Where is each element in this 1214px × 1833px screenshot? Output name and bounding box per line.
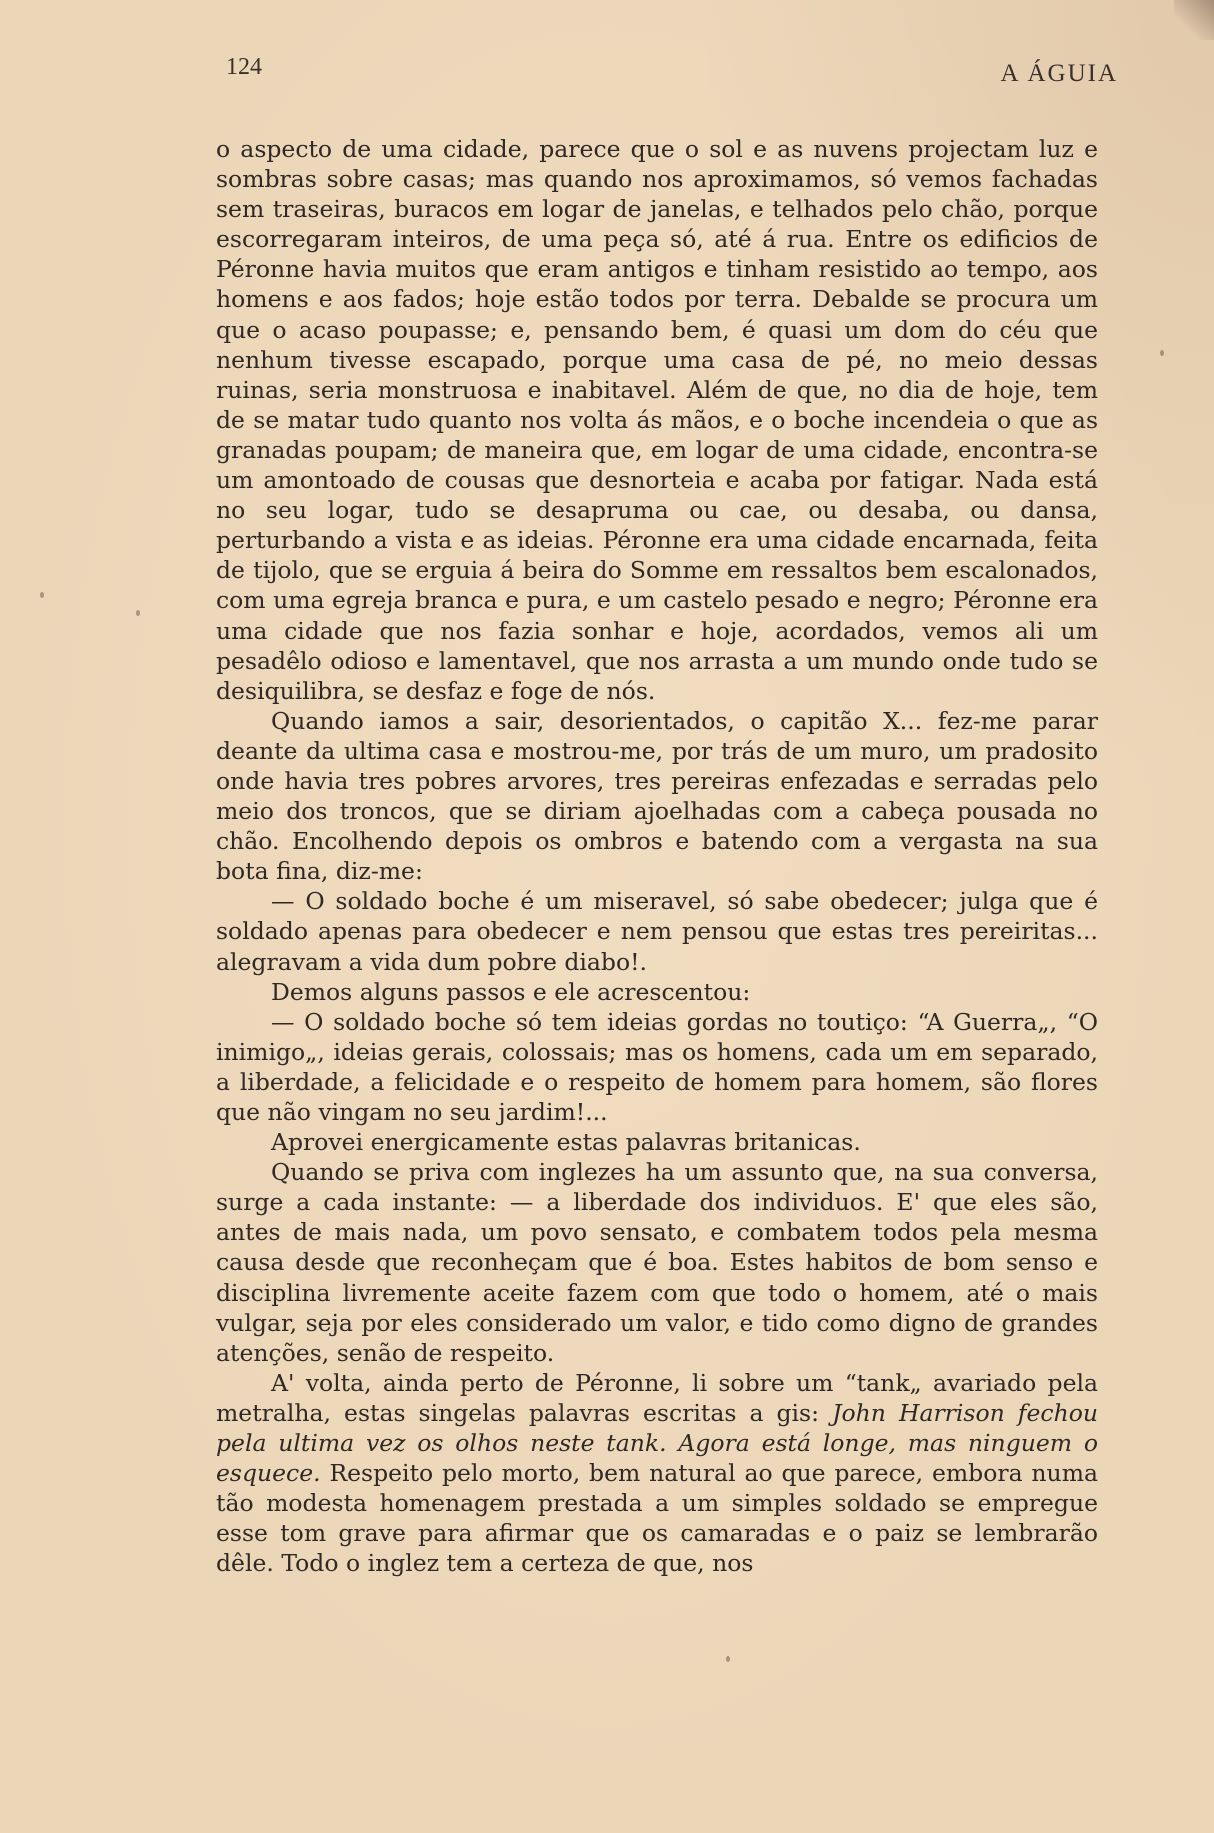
text-run: Aprovei energicamente estas palavras britanicas. <box>271 1128 861 1157</box>
italic-text: John Harrison fechou pela ultima vez os olhos neste tank. Agora está longe, mas ninguem o esquece. <box>216 1398 1098 1488</box>
text-run: o aspecto de uma cidade, parece que o sol e as nuvens projectam luz e sombras sobre casas; mas quando nos aproximamos, só vemos fachadas sem traseiras, buracos em logar de janelas, e telhados pelo chão, porque escorregaram inteiros, de uma peça só, até á rua. Entre os edificios de Péronne havia muitos que eram antigos e tinham resistido ao tempo, aos homens e aos fados; hoje estão todos por terra. Debalde se procura um que o acaso poupasse; e, pensando bem, é quasi um dom do céu que nenhum tivesse escapado, porque uma casa de pé, no meio dessas ruinas, seria monstruosa e inabitavel. Além de que, no dia de hoje, tem de se matar tudo quanto nos volta ás mãos, e o boche incendeia o que as granadas poupam; de maneira que, em logar de uma cidade, encontra-se um amontoado de cousas que desnorteia e acaba por fatigar. Nada está no seu logar, tudo se desapruma ou cae, ou desaba, ou dansa, perturbando a vista e as ideias. Péronne era uma cidade encarnada, feita de tijolo, que se erguia á beira do Somme em ressaltos bem escalonados, com uma egreja branca e pura, e um castelo pesado e negro; Péronne era uma cidade que nos fazia sonhar e hoje, acordados, vemos ali um pesadêlo odioso e lamentavel, que nos arrasta a um mundo onde tudo se desiquilibra, se desfaz e foge de nós. <box>216 135 1098 705</box>
paragraph <box>216 1127 1098 1157</box>
paragraph <box>216 134 1098 706</box>
text-run: Respeito pelo morto, bem natural ao que parece, embora numa tão modesta homenagem prestada a um simples soldado se empregue esse tom grave para afirmar que os camaradas e o paiz se lembrarão dêle. Todo o inglez tem a certeza de que, nos <box>216 1459 1098 1578</box>
text-run: Quando se priva com inglezes ha um assunto que, na sua conversa, surge a cada instante: — a liberdade dos individuos. E' que eles são, antes de mais nada, um povo sensato, e combatem todos pela mesma causa desde que reconheçam que é boa. Estes habitos de bom senso e disciplina livremente aceite fazem com que todo o homem, até o mais vulgar, seja por eles considerado um valor, e tido como digno de grandes atenções, senão de respeito. <box>216 1158 1098 1367</box>
text-run: — O soldado boche só tem ideias gordas no toutiço: “A Guerra„, “O inimigo„, ideias gerais, colossais; mas os homens, cada um em separado, a liberdade, a felicidade e o respeito de homem para homem, são flores que não vingam no seu jardim!... <box>216 1007 1098 1126</box>
paragraph <box>216 977 1098 1007</box>
paper-speck <box>40 592 44 598</box>
text-run: A' volta, ainda perto de Péronne, li sobre um “tank„ avariado pela metralha, estas singelas palavras escritas a gis: <box>216 1368 1098 1427</box>
page-number: 124 <box>226 54 262 80</box>
page-corner-stain <box>1174 0 1214 40</box>
body-text <box>216 134 1098 1579</box>
paragraph <box>216 706 1098 887</box>
paper-speck <box>136 610 140 616</box>
paragraph <box>216 886 1098 976</box>
paper-speck <box>1160 350 1164 356</box>
paper-speck <box>726 1656 730 1662</box>
text-run: — O soldado boche é um miseravel, só sabe obedecer; julga que é soldado apenas para obedecer e nem pensou que estas tres pereiritas... alegravam a vida dum pobre diabo!. <box>216 887 1098 976</box>
paragraph <box>216 1157 1098 1368</box>
running-title: A ÁGUIA <box>1000 60 1118 87</box>
paragraph <box>216 1368 1098 1579</box>
text-run: Demos alguns passos e ele acrescentou: <box>271 977 751 1006</box>
paragraph <box>216 1007 1098 1127</box>
text-run: Quando iamos a sair, desorientados, o capitão X... fez-me parar deante da ultima casa e mostrou-me, por trás de um muro, um pradosito onde havia tres pobres arvores, tres pereiras enfezadas e serradas pelo meio dos troncos, que se diriam ajoelhadas com a cabeça pousada no chão. Encolhendo depois os ombros e batendo com a vergasta na sua bota fina, diz-me: <box>216 706 1098 886</box>
